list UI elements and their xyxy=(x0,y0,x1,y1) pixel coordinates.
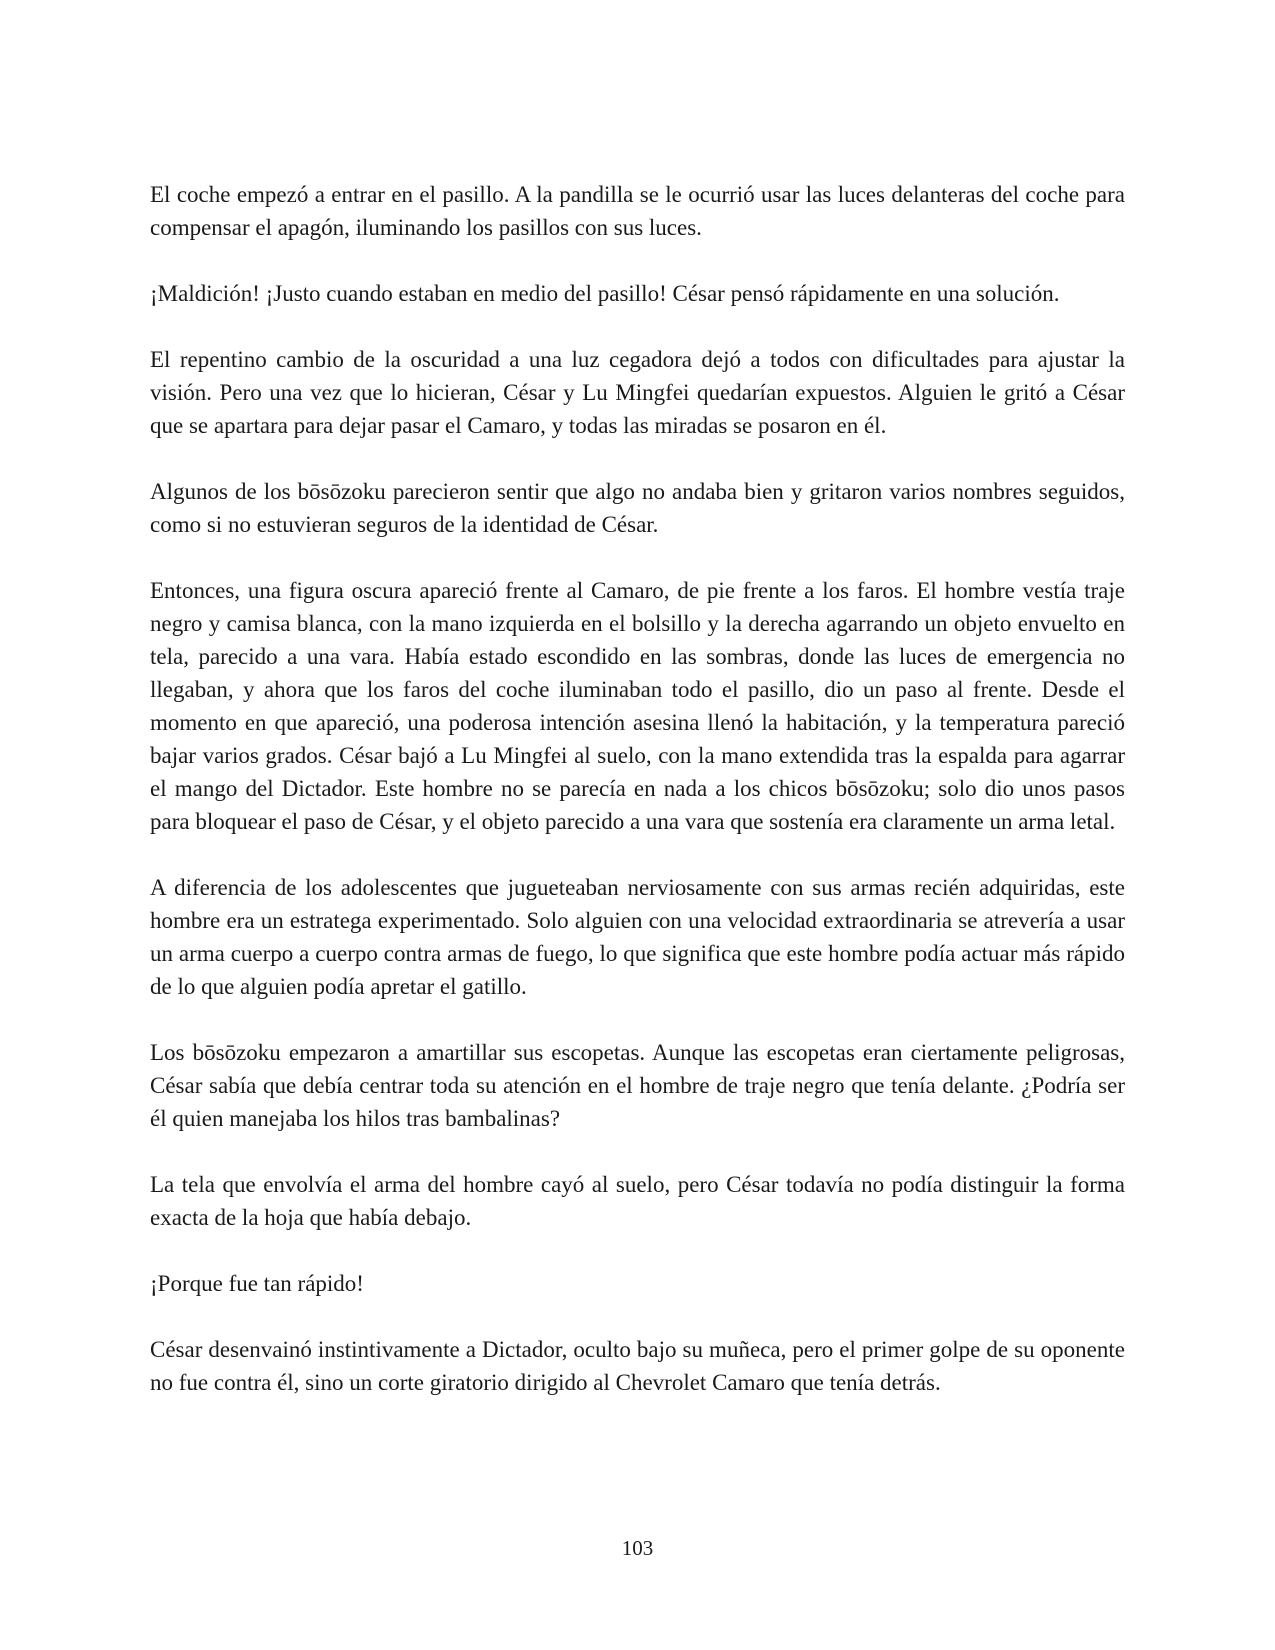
paragraph-7: Los bōsōzoku empezaron a amartillar sus escopetas. Aunque las escopetas eran ciertamente peligrosas, César sabía que debía centrar toda su atención en el hombre de traje negro que tenía delante. ¿Podría ser él quien manejaba los hilos tras bambalinas? xyxy=(150,1040,1125,1131)
paragraph-8: La tela que envolvía el arma del hombre cayó al suelo, pero César todavía no podía distinguir la forma exacta de la hoja que había debajo. xyxy=(150,1172,1125,1230)
paragraph-3: El repentino cambio de la oscuridad a una luz cegadora dejó a todos con dificultades para ajustar la visión. Pero una vez que lo hicieran, César y Lu Mingfei quedarían expuestos. Alguien le gritó a César que se apartara para dejar pasar el Camaro, y todas las miradas se posaron en él. xyxy=(150,347,1125,438)
page-number: 103 xyxy=(621,1536,654,1560)
paragraph-2: ¡Maldición! ¡Justo cuando estaban en medio del pasillo! César pensó rápidamente en una solución. xyxy=(150,281,1060,306)
body-text xyxy=(150,178,1125,1399)
paragraph-10: César desenvainó instintivamente a Dictador, oculto bajo su muñeca, pero el primer golpe de su oponente no fue contra él, sino un corte giratorio dirigido al Chevrolet Camaro que tenía detrás. xyxy=(150,1337,1125,1395)
paragraph-4: Algunos de los bōsōzoku parecieron sentir que algo no andaba bien y gritaron varios nombres seguidos, como si no estuvieran seguros de la identidad de César. xyxy=(150,479,1125,537)
paragraph-1: El coche empezó a entrar en el pasillo. A la pandilla se le ocurrió usar las luces delanteras del coche para compensar el apagón, iluminando los pasillos con sus luces. xyxy=(150,182,1125,240)
paragraph-6: A diferencia de los adolescentes que jugueteaban nerviosamente con sus armas recién adquiridas, este hombre era un estratega experimentado. Solo alguien con una velocidad extraordinaria se atrevería a usar un arma cuerpo a cuerpo contra armas de fuego, lo que significa que este hombre podía actuar más rápido de lo que alguien podía apretar el gatillo. xyxy=(150,875,1125,999)
paragraph-9: ¡Porque fue tan rápido! xyxy=(150,1271,364,1296)
paragraph-5: Entonces, una figura oscura apareció frente al Camaro, de pie frente a los faros. El hombre vestía traje negro y camisa blanca, con la mano izquierda en el bolsillo y la derecha agarrando un objeto envuelto en tela, parecido a una vara. Había estado escondido en las sombras, donde las luces de emergencia no llegaban, y ahora que los faros del coche iluminaban todo el pasillo, dio un paso al frente. Desde el momento en que apareció, una poderosa intención asesina llenó la habitación, y la temperatura pareció bajar varios grados. César bajó a Lu Mingfei al suelo, con la mano extendida tras la espalda para agarrar el mango del Dictador. Este hombre no se parecía en nada a los chicos bōsōzoku; solo dio unos pasos para bloquear el paso de César, y el objeto parecido a una vara que sostenía era claramente un arma letal. xyxy=(150,578,1125,834)
